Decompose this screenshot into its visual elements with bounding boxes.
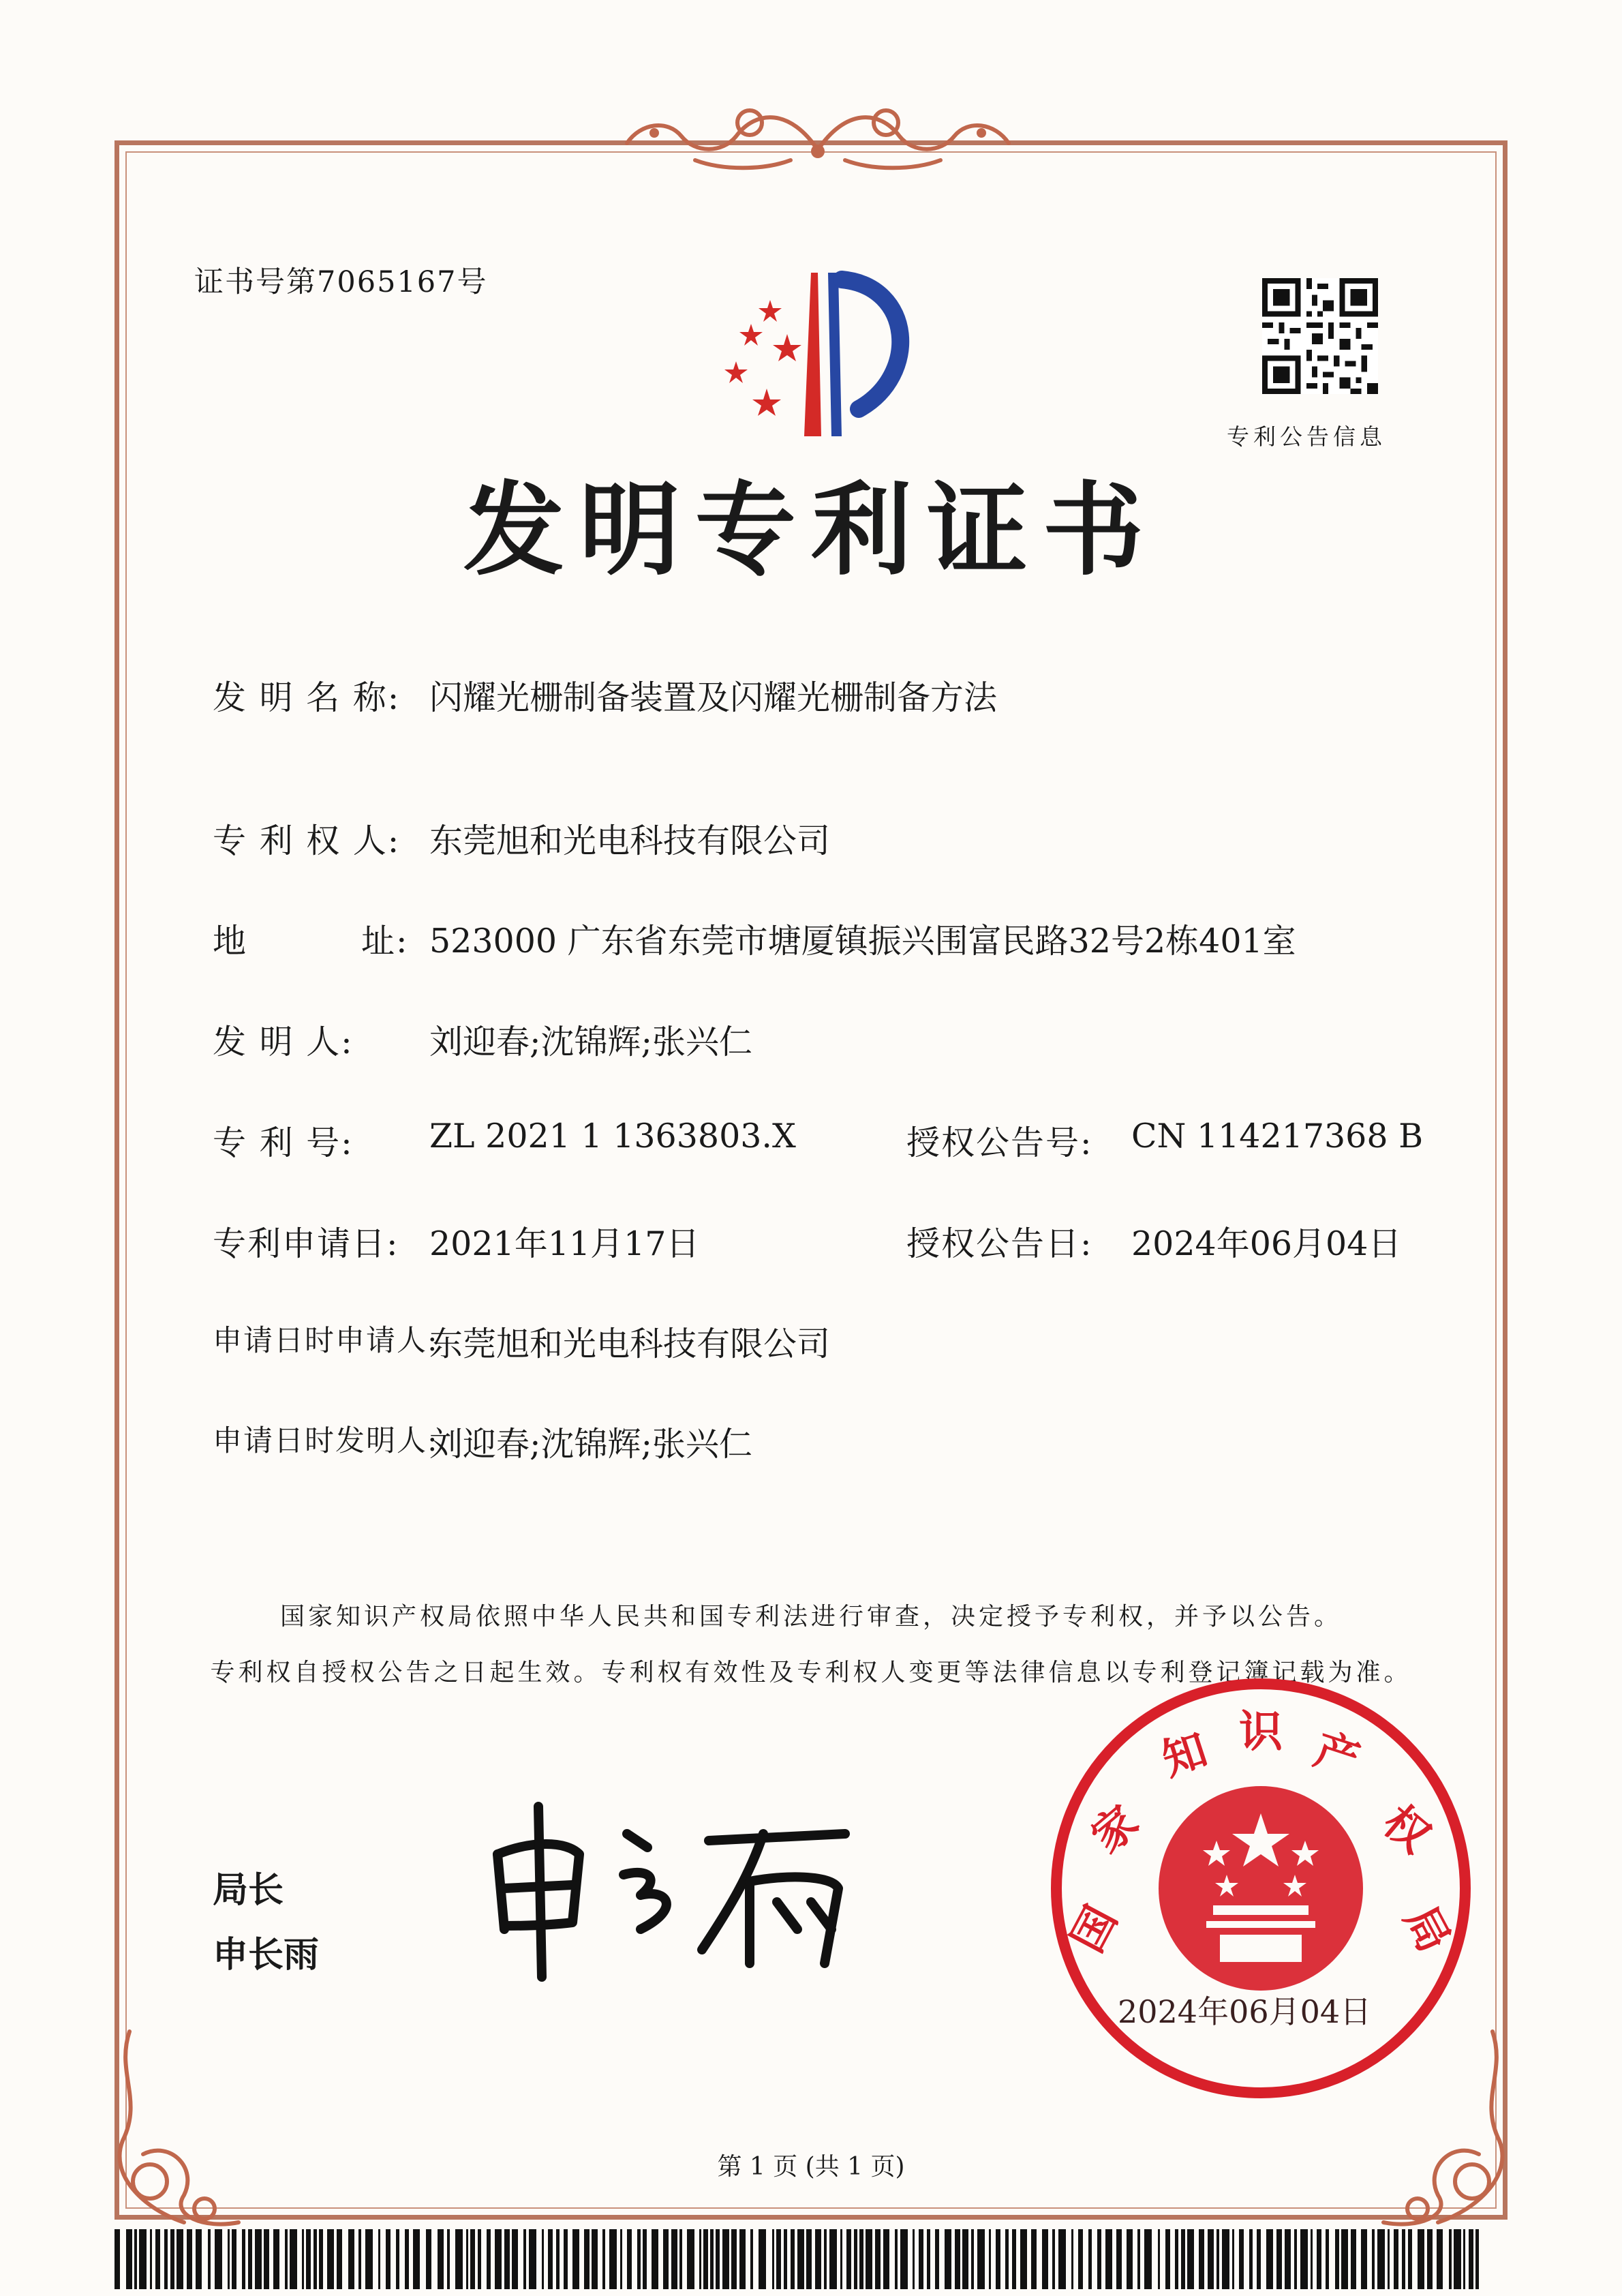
svg-text:产: 产 <box>1308 1724 1366 1787</box>
patent-number-label: 专 利 号: <box>213 1123 354 1162</box>
qr-code-icon[interactable] <box>1262 278 1378 394</box>
invention-name-label: 发 明 名 称: <box>213 678 401 717</box>
page-footer: 第 1 页 (共 1 页) <box>717 2153 905 2181</box>
barcode-icon <box>114 2229 1484 2289</box>
svg-text:识: 识 <box>1239 1707 1283 1757</box>
corner-ornament-left-icon <box>102 2018 266 2243</box>
patentee-value: 东莞旭和光电科技有限公司 <box>429 821 831 860</box>
signature-icon <box>477 1793 859 1984</box>
header-ornament-icon <box>586 95 1050 184</box>
announcement-date-label: 授权公告日: <box>906 1224 1093 1263</box>
svg-text:权: 权 <box>1373 1796 1439 1863</box>
address-value: 523000 广东省东莞市塘厦镇振兴围富民路32号2栋401室 <box>429 922 1296 961</box>
statement-line-2: 专利权自授权公告之日起生效。专利权有效性及专利权人变更等法律信息以专利登记簿记载为准。 <box>210 1659 1412 1687</box>
applicant-at-filing-label: 申请日时申请人: <box>213 1324 439 1358</box>
invention-name-value: 闪耀光栅制备装置及闪耀光栅制备方法 <box>429 678 998 717</box>
patentee-label: 专 利 权 人: <box>213 821 401 860</box>
inventor-at-filing-value: 刘迎春;沈锦辉;张兴仁 <box>429 1425 753 1464</box>
cnipa-logo-icon <box>695 259 954 450</box>
svg-text:局: 局 <box>1394 1898 1460 1961</box>
svg-text:知: 知 <box>1156 1724 1214 1787</box>
director-name: 申长雨 <box>213 1935 320 1976</box>
inventors-label: 发 明 人: <box>213 1023 354 1061</box>
certificate-number: 证书号第7065167号 <box>194 265 488 299</box>
page-title: 发明专利证书 <box>463 472 1159 589</box>
announcement-number-label: 授权公告号: <box>906 1123 1093 1162</box>
filing-date-label: 专利申请日: <box>213 1224 399 1263</box>
director-title: 局长 <box>213 1870 284 1911</box>
svg-text:国: 国 <box>1062 1898 1128 1961</box>
address-label-a: 地 <box>213 922 248 961</box>
seal-date: 2024年06月04日 <box>1118 1993 1372 2030</box>
inventors-value: 刘迎春;沈锦辉;张兴仁 <box>429 1023 753 1061</box>
announcement-date-value: 2024年06月04日 <box>1131 1224 1402 1263</box>
qr-caption: 专利公告信息 <box>1227 423 1386 450</box>
inventor-at-filing-label: 申请日时发明人: <box>213 1424 439 1458</box>
filing-date-value: 2021年11月17日 <box>429 1224 700 1263</box>
applicant-at-filing-value: 东莞旭和光电科技有限公司 <box>429 1325 831 1363</box>
statement-line-1: 国家知识产权局依照中华人民共和国专利法进行审查，决定授予专利权，并予以公告。 <box>279 1603 1342 1631</box>
patent-number-value: ZL 2021 1 1363803.X <box>429 1117 796 1155</box>
address-label-b: 址: <box>361 922 409 961</box>
announcement-number-value: CN 114217368 B <box>1131 1117 1424 1155</box>
official-seal-icon <box>1043 1670 1479 2106</box>
svg-text:家: 家 <box>1082 1796 1148 1863</box>
